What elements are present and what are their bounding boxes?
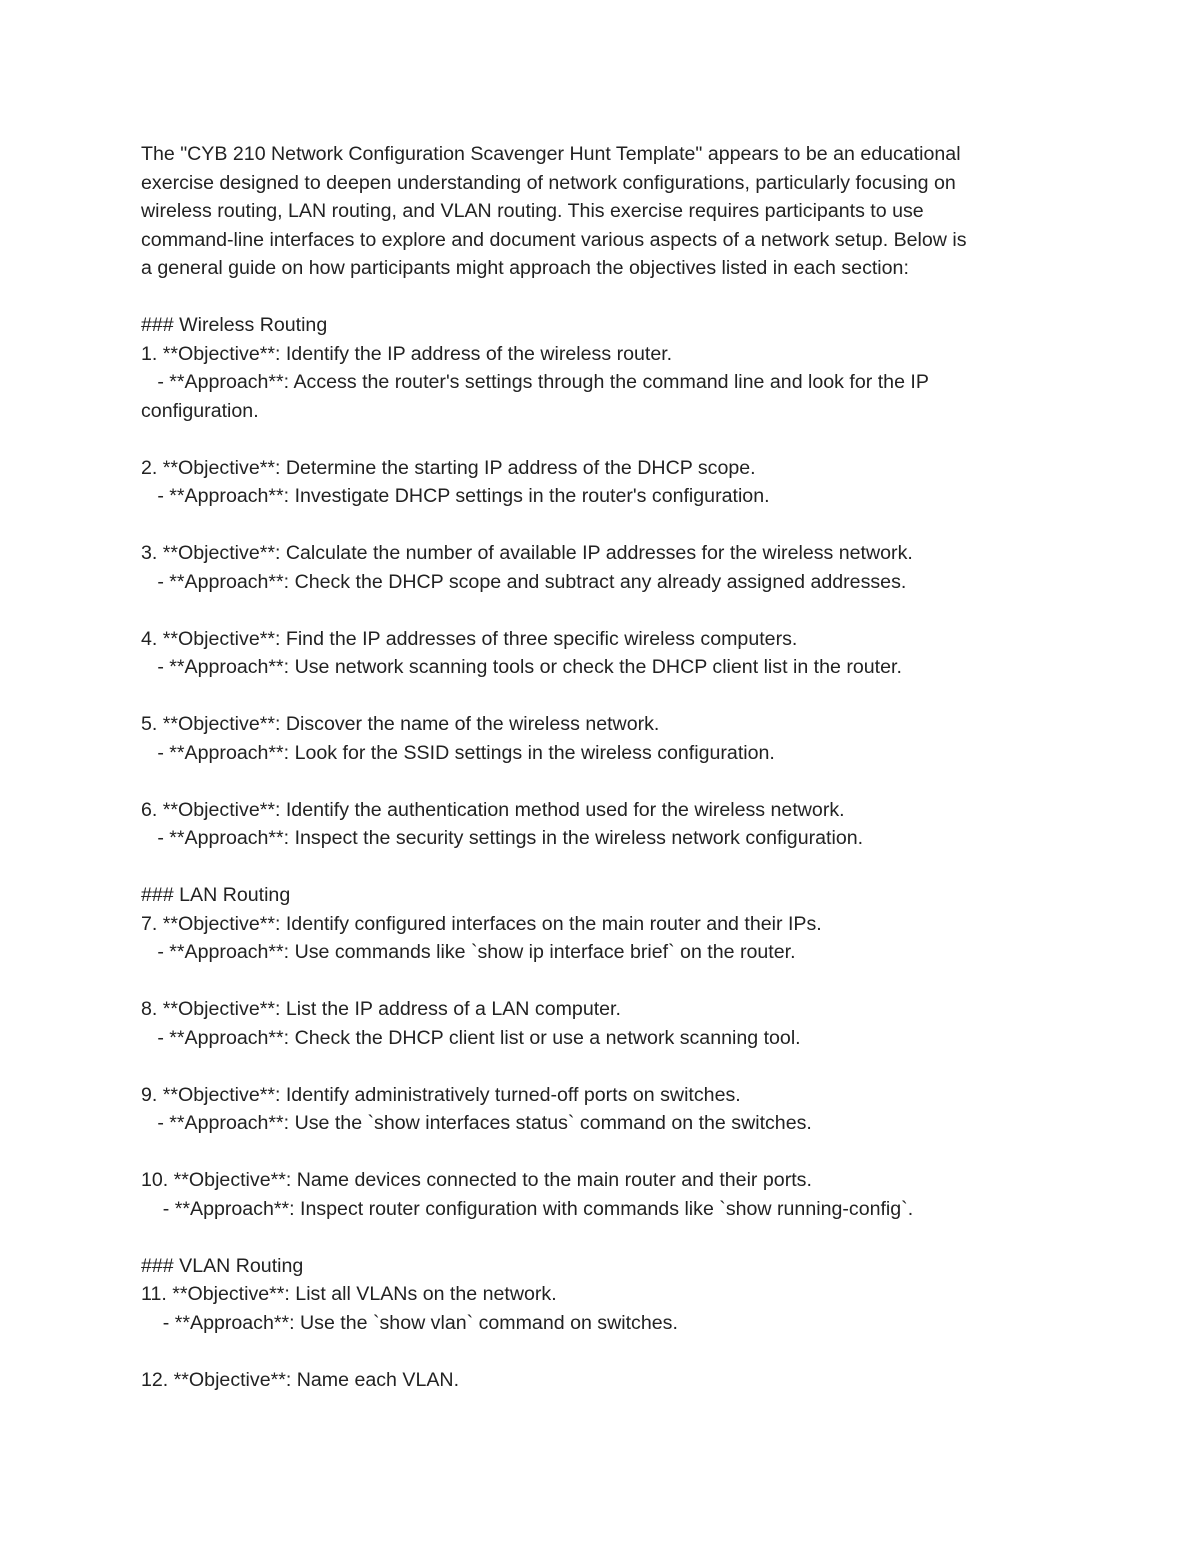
intro-line: The "CYB 210 Network Configuration Scavenger Hunt Template" appears to be an educational [141,143,961,165]
objective-1: 1. **Objective**: Identify the IP address of the wireless router. [141,342,673,365]
objective-5: 5. **Objective**: Discover the name of the wireless network. [141,713,660,735]
intro-line: command-line interfaces to explore and document various aspects of a network setup. Below is [141,228,967,251]
approach-11: - **Approach**: Use the `show vlan` command on switches. [141,1311,678,1334]
approach-1: - **Approach**: Access the router's settings through the command line and look for the IP [141,371,929,393]
approach-1-continued: configuration. [141,399,259,422]
objective-7: 7. **Objective**: Identify configured interfaces on the main router and their IPs. [141,912,822,935]
approach-9: - **Approach**: Use the `show interfaces status` command on the switches. [141,1112,812,1134]
blank-line [141,1052,1071,1081]
objective-12: 12. **Objective**: Name each VLAN. [141,1368,460,1391]
objective-8: 8. **Objective**: List the IP address of a LAN computer. [141,998,621,1020]
blank-line [141,767,1071,796]
section-heading-lan: ### LAN Routing [141,884,291,906]
approach-10: - **Approach**: Inspect router configuration with commands like `show running-config`. [141,1197,914,1220]
intro-line: exercise designed to deepen understanding of network configurations, particularly focusing on [141,171,956,194]
approach-2: - **Approach**: Investigate DHCP settings in the router's configuration. [141,485,770,507]
objective-11: 11. **Objective**: List all VLANs on the network. [141,1283,557,1305]
objective-10: 10. **Objective**: Name devices connected to the main router and their ports. [141,1169,812,1191]
blank-line [141,596,1071,625]
blank-line [141,1223,1071,1252]
intro-line: wireless routing, LAN routing, and VLAN routing. This exercise requires participants to use [141,200,924,222]
objective-2: 2. **Objective**: Determine the starting IP address of the DHCP scope. [141,456,756,479]
objective-4: 4. **Objective**: Find the IP addresses of three specific wireless computers. [141,627,798,650]
blank-line [141,1138,1071,1167]
blank-line [141,853,1071,882]
objective-6: 6. **Objective**: Identify the authentication method used for the wireless network. [141,798,845,821]
objective-3: 3. **Objective**: Calculate the number of available IP addresses for the wireless network. [141,542,913,564]
blank-line [141,283,1071,312]
section-heading-wireless: ### Wireless Routing [141,314,328,336]
approach-6: - **Approach**: Inspect the security settings in the wireless network configuration. [141,827,864,849]
approach-8: - **Approach**: Check the DHCP client list or use a network scanning tool. [141,1026,801,1049]
blank-line [141,967,1071,996]
blank-line [141,425,1071,454]
section-heading-vlan: ### VLAN Routing [141,1254,304,1277]
blank-line [141,1337,1071,1366]
document-body [141,140,1071,1394]
approach-5: - **Approach**: Look for the SSID settings in the wireless configuration. [141,741,775,764]
approach-3: - **Approach**: Check the DHCP scope and subtract any already assigned addresses. [141,570,907,593]
blank-line [141,511,1071,540]
approach-7: - **Approach**: Use commands like `show ip interface brief` on the router. [141,941,796,963]
objective-9: 9. **Objective**: Identify administratively turned-off ports on switches. [141,1083,741,1106]
approach-4: - **Approach**: Use network scanning tools or check the DHCP client list in the router. [141,656,902,678]
blank-line [141,682,1071,711]
intro-line: a general guide on how participants might approach the objectives listed in each section: [141,257,909,279]
